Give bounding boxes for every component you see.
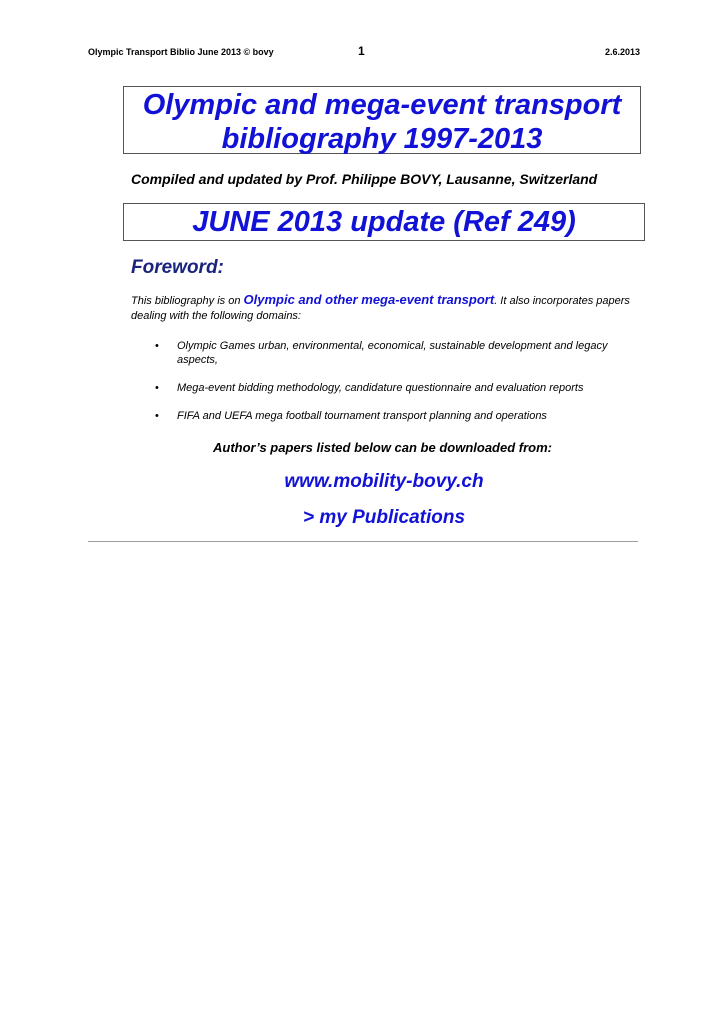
website-link[interactable]: www.mobility-bovy.ch [284,471,484,492]
header-date: 2.6.2013 [604,47,640,57]
title-box [123,86,641,154]
update-title: JUNE 2013 update (Ref 249) [123,203,645,241]
intro-text-before: This bibliography is on [131,295,244,307]
divider [88,541,638,542]
list-item-text: Olympic Games urban, environmental, economical, sustainable development and legacy aspects, [177,340,608,366]
bullet-icon: • [155,382,159,394]
foreword-intro [131,292,631,324]
compiled-by: Compiled and updated by Prof. Philippe BOVY, Lausanne, Switzerland [131,171,598,187]
list-item [155,409,625,423]
list-item-text: FIFA and UEFA mega football tournament transport planning and operations [177,410,547,422]
domain-list [155,339,625,423]
title-line-2: bibliography 1997-2013 [221,123,543,155]
bullet-icon: • [155,340,159,352]
list-item [155,339,625,367]
publications-link[interactable]: > my Publications [302,507,466,528]
page-header [88,45,640,61]
download-note: Author’s papers listed below can be downloaded from: [212,440,552,455]
title-line-1: Olympic and mega-event transport [142,89,622,121]
bullet-icon: • [155,410,159,422]
header-document-title: Olympic Transport Biblio June 2013 © bovy [88,47,274,57]
foreword-heading: Foreword: [131,257,224,278]
intro-text-after: . It also incorporates papers dealing with the following domains: [131,295,630,322]
intro-highlight: Olympic and other mega-event transport [243,292,495,307]
page-number: 1 [358,44,365,58]
list-item [155,381,625,395]
list-item-text: Mega-event bidding methodology, candidature questionnaire and evaluation reports [177,382,584,394]
